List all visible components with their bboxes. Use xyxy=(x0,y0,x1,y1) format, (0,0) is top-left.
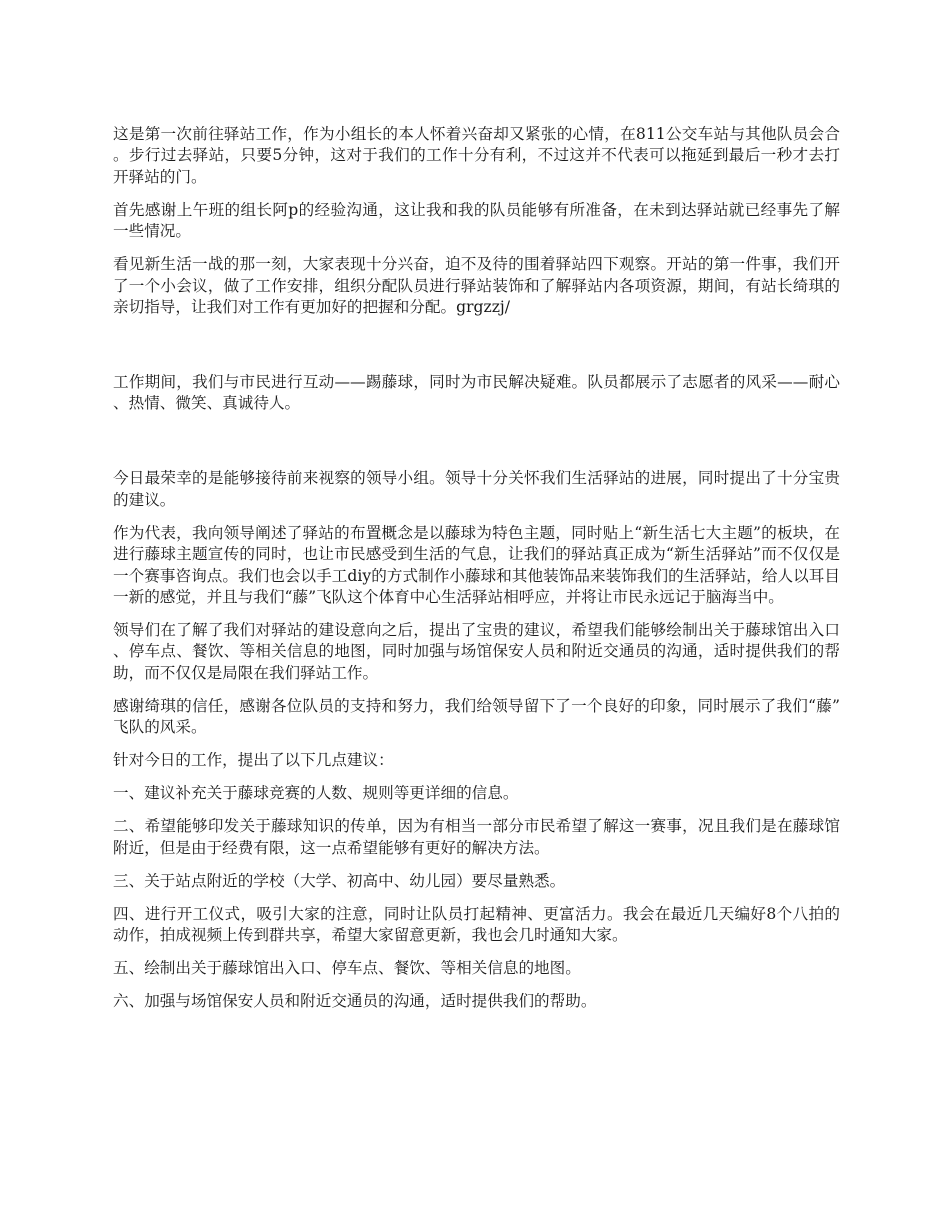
paragraph-station-setup: 看见新生活一战的那一刻，大家表现十分兴奋，迫不及待的围着驿站四下观察。开站的第一件事，我们开了一个小会议，做了工作安排，组织分配队员进行驿站装饰和了解驿站内各项资源，期间，有站长绮琪的亲切指导，让我们对工作有更加好的把握和分配。grgzzj/ xyxy=(113,255,840,317)
suggestion-item-3: 三、关于站点附近的学校（大学、初高中、幼儿园）要尽量熟悉。 xyxy=(113,871,566,890)
paragraph-thanks-morning-leader: 首先感谢上午班的组长阿p的经验沟通，这让我和我的队员能够有所准备，在未到达驿站就已经事先了解一些情况。 xyxy=(113,200,840,241)
paragraph-station-concept: 作为代表，我向领导阐述了驿站的布置概念是以藤球为特色主题，同时贴上“新生活七大主题”的板块，在进行藤球主题宣传的同时，也让市民感受到生活的气息，让我们的驿站真正成为“新生活驿站”而不仅仅是一个赛事咨询点。我们也会以手工diy的方式制作小藤球和其他装饰品来装饰我们的生活驿站，给人以耳目一新的感觉，并且与我们“藤”飞队这个体育中心生活驿站相呼应，并将让市民永远记于脑海当中。 xyxy=(113,523,840,607)
paragraph-leader-suggestions: 领导们在了解了我们对驿站的建设意向之后，提出了宝贵的建议，希望我们能够绘制出关于藤球馆出入口、停车点、餐饮、等相关信息的地图，同时加强与场馆保安人员和附近交通员的沟通，适时提供我们的帮助，而不仅仅是局限在我们驿站工作。 xyxy=(113,621,840,682)
spacer xyxy=(113,426,840,468)
paragraph-gratitude: 感谢绮琪的信任，感谢各位队员的支持和努力，我们给领导留下了一个良好的印象，同时展示了我们“藤”飞队的风采。 xyxy=(113,696,840,737)
paragraph-arrival: 这是第一次前往驿站工作，作为小组长的本人怀着兴奋却又紧张的心情，在811公交车站与其他队员会合。步行过去驿站，只要5分钟，这对于我们的工作十分有利，不过这并不代表可以拖延到最后一秒才去打开驿站的门。 xyxy=(113,125,840,186)
paragraph-leader-visit: 今日最荣幸的是能够接待前来视察的领导小组。领导十分关怀我们生活驿站的进展，同时提出了十分宝贵的建议。 xyxy=(113,469,840,509)
paragraph-interaction: 工作期间，我们与市民进行互动——踢藤球，同时为市民解决疑难。队员都展示了志愿者的风采——耐心、热情、微笑、真诚待人。 xyxy=(113,373,840,413)
paragraph-suggestions-intro: 针对今日的工作，提出了以下几点建议： xyxy=(113,751,394,770)
suggestion-item-2: 二、希望能够印发关于藤球知识的传单，因为有相当一部分市民希望了解这一赛事，况且我们是在藤球馆附近，但是由于经费有限，这一点希望能够有更好的解决方法。 xyxy=(113,817,840,857)
spacer xyxy=(113,330,840,372)
suggestion-item-5: 五、绘制出关于藤球馆出入口、停车点、餐饮、等相关信息的地图。 xyxy=(113,959,581,978)
suggestion-item-1: 一、建议补充关于藤球竞赛的人数、规则等更详细的信息。 xyxy=(113,784,519,803)
suggestion-item-4: 四、进行开工仪式，吸引大家的注意，同时让队员打起精神、更富活力。我会在最近几天编好8个八拍的动作，拍成视频上传到群共享，希望大家留意更新，我也会几时通知大家。 xyxy=(113,904,840,945)
document-body xyxy=(113,124,840,1024)
suggestion-item-6: 六、加强与场馆保安人员和附近交通员的沟通，适时提供我们的帮助。 xyxy=(113,992,597,1011)
